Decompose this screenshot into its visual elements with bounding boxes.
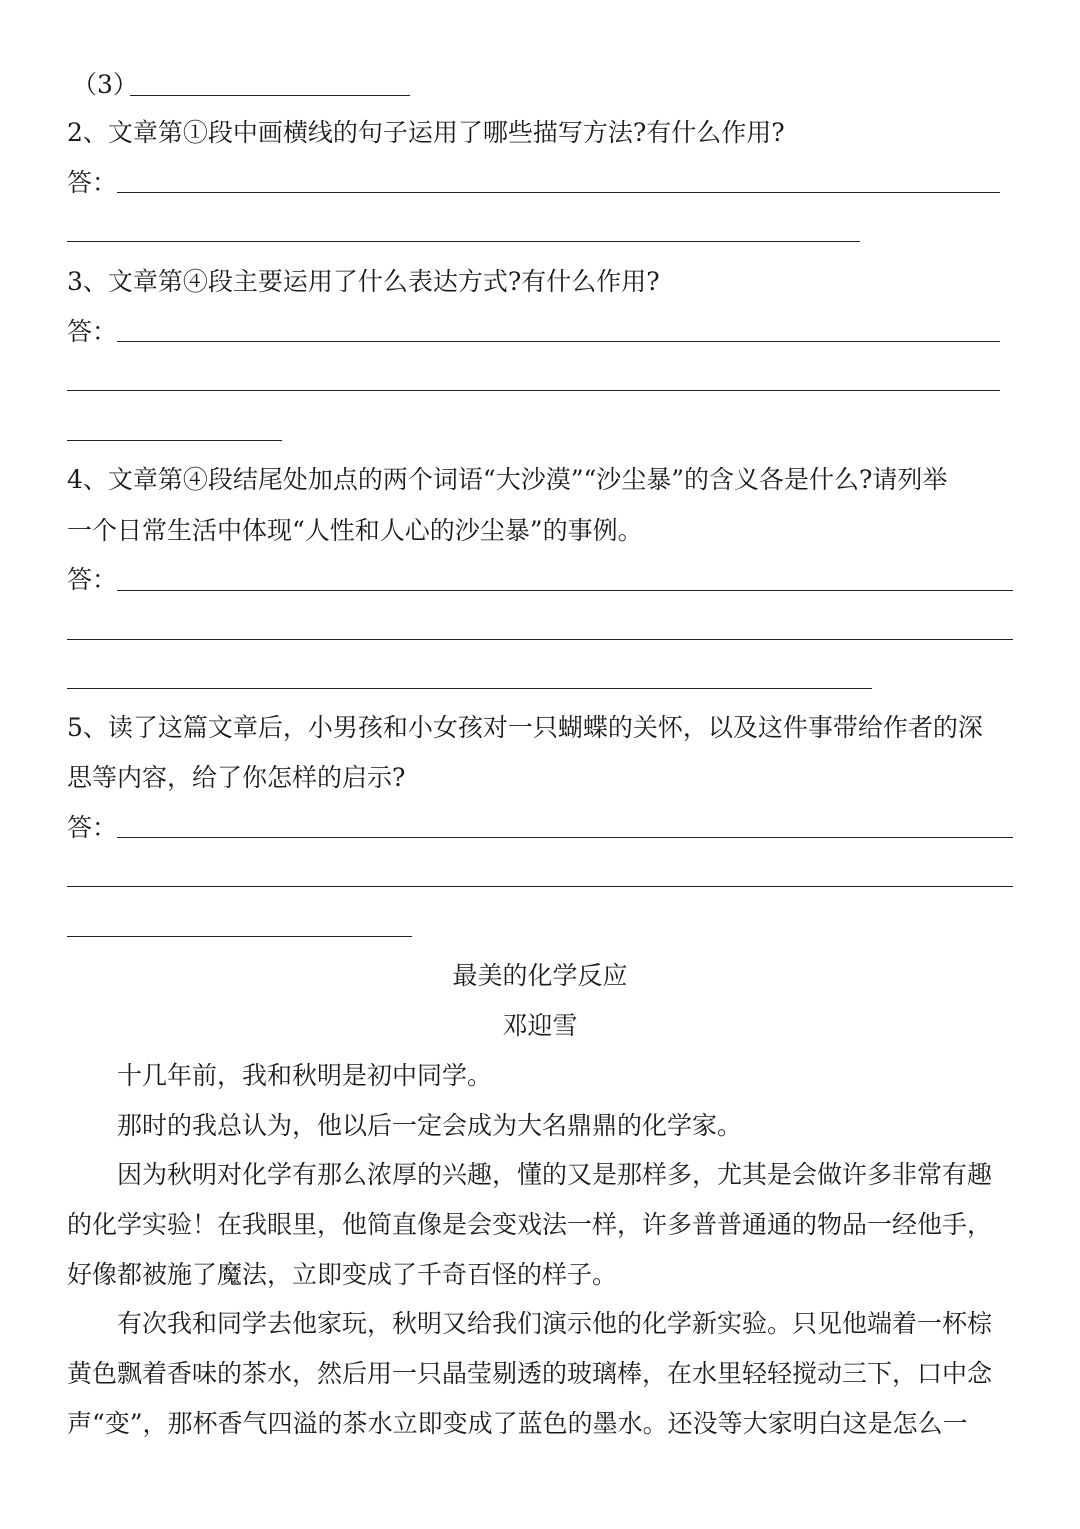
answer-line[interactable] <box>117 837 1013 838</box>
article-paragraph-line: 好像都被施了魔法，立即变成了千奇百怪的样子。 <box>67 1260 618 1289</box>
question-4-continued: 一个日常生活中体现“人性和人心的沙尘暴”的事例。 <box>67 516 643 545</box>
question-4: 4、文章第④段结尾处加点的两个词语“大沙漠”“沙尘暴”的含义各是什么?请列举 <box>67 465 948 494</box>
article-paragraph-line: 的化学实验！在我眼里，他简直像是会变戏法一样，许多普普通通的物品一经他手， <box>67 1210 993 1239</box>
article-paragraph: 十几年前，我和秋明是初中同学。 <box>117 1061 493 1090</box>
article-author: 邓迎雪 <box>502 1011 578 1040</box>
answer-line[interactable] <box>67 440 282 441</box>
question-3: 3、文章第④段主要运用了什么表达方式?有什么作用? <box>67 267 660 296</box>
answer-line[interactable] <box>67 886 1013 887</box>
question-5-continued: 思等内容，给了你怎样的启示? <box>67 763 406 792</box>
article-paragraph: 因为秋明对化学有那么浓厚的兴趣，懂的又是那样多，尤其是会做许多非常有趣 <box>117 1160 993 1189</box>
article-paragraph-line: 声“变”，那杯香气四溢的茶水立即变成了蓝色的墨水。还没等大家明白这是怎么一 <box>67 1409 968 1438</box>
answer-line[interactable] <box>117 341 1000 342</box>
article-paragraph-line: 黄色飘着香味的茶水，然后用一只晶莹剔透的玻璃棒，在水里轻轻搅动三下，口中念 <box>67 1359 993 1388</box>
answer-line[interactable] <box>67 688 872 689</box>
answer-line[interactable] <box>67 936 412 937</box>
answer-label: 答： <box>67 168 118 197</box>
answer-line[interactable] <box>117 192 1000 193</box>
item-3-label: （3） <box>72 70 138 99</box>
answer-label: 答： <box>67 565 118 594</box>
question-2: 2、文章第①段中画横线的句子运用了哪些描写方法?有什么作用? <box>67 118 785 147</box>
answer-line[interactable] <box>67 390 1000 391</box>
article-paragraph: 有次我和同学去他家玩，秋明又给我们演示他的化学新实验。只见他端着一杯棕 <box>117 1309 993 1338</box>
answer-line[interactable] <box>67 241 860 242</box>
answer-label: 答： <box>67 317 118 346</box>
article-title: 最美的化学反应 <box>452 961 628 990</box>
answer-line[interactable] <box>117 590 1013 591</box>
question-5: 5、读了这篇文章后，小男孩和小女孩对一只蝴蝶的关怀，以及这件事带给作者的深 <box>67 713 983 742</box>
answer-line[interactable] <box>130 95 410 96</box>
answer-label: 答： <box>67 813 118 842</box>
answer-line[interactable] <box>67 639 1013 640</box>
article-paragraph: 那时的我总认为，他以后一定会成为大名鼎鼎的化学家。 <box>117 1111 743 1140</box>
